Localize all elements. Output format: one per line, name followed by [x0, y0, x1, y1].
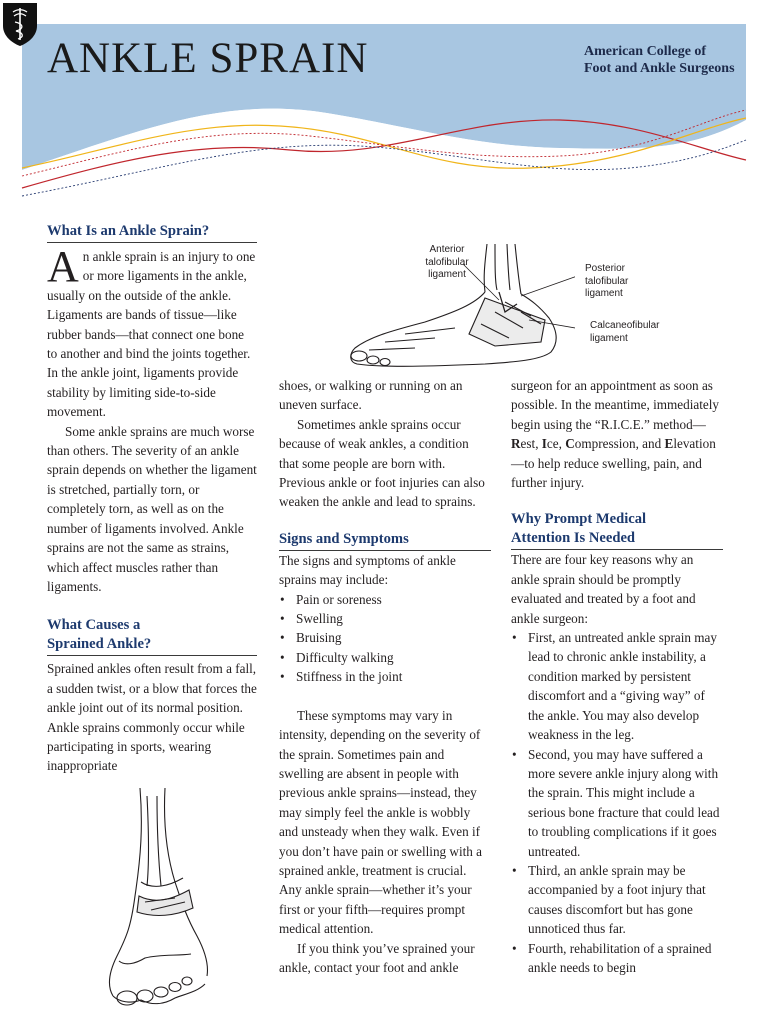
section-heading-prompt-attention: [511, 510, 723, 550]
header-banner: [0, 0, 768, 205]
list-item: • Swelling: [279, 609, 491, 628]
acfas-logo-icon: [0, 0, 40, 48]
label-anterior-line-1: Anterior: [429, 244, 465, 255]
symptoms-list: [279, 590, 491, 687]
reasons-intro: There are four key reasons why an ankle sprain should be promptly evaluated and treated by a foot and ankle surgeon:: [511, 552, 696, 626]
rice-initial-c: C: [565, 436, 575, 452]
list-item: • Fourth, rehabilitation of a sprained ankle needs to begin: [511, 939, 723, 978]
intro-paragraph-text: n ankle sprain is an injury to one or more ligaments in the ankle, usually on the outside of the ankle. Ligaments are bands of tissue—like rubber bands—that connect one bone to another and bind the joints together. In the ankle joint, ligaments provide stability by limiting side-to-side movement.: [47, 249, 256, 420]
rice-text-after: —to help reduce swelling, pain, and further injury.: [511, 455, 702, 491]
weak-ankles-paragraph: Sometimes ankle sprains occur because of weak ankles, a condition that some people are born with. Previous ankle or foot injuries can also weaken the ankle and lead to sprains.: [279, 416, 485, 510]
rice-text-before: surgeon for an appointment as soon as possible. In the meantime, immediately begin using the “R.I.C.E.” method—: [511, 378, 720, 432]
column-2: [279, 376, 491, 977]
label-anterior-line-2: talofibular: [425, 256, 469, 268]
section-heading-what-is: What Is an Ankle Sprain?: [47, 222, 257, 243]
column-1: [47, 222, 257, 776]
label-calcaneo-line-1: Calcaneofibular: [590, 320, 660, 331]
rice-word-elevation: levation: [673, 436, 716, 452]
list-item: • Difficulty walking: [279, 648, 491, 667]
label-calcaneofibular: [590, 320, 680, 345]
list-item: • Third, an ankle sprain may be accompanied by a foot injury that causes discomfort but has gone unnoticed thus far.: [511, 861, 723, 939]
causes-paragraph: Sprained ankles often result from a fall, a sudden twist, or a blow that forces the ankle joint out of its normal position. Ankle sprains commonly occur while participating in sports, wearing inappropriate: [47, 661, 257, 774]
page-title: ANKLE SPRAIN: [47, 35, 369, 82]
rice-paragraph: [511, 376, 723, 492]
rice-initial-e: E: [664, 436, 674, 452]
causes-heading-line-1: What Causes a: [47, 617, 141, 634]
rice-initial-r: R: [511, 436, 521, 452]
label-posterior-line-3: ligament: [585, 288, 623, 299]
organization-name: [584, 43, 754, 77]
label-posterior-line-2: talofibular: [585, 275, 629, 287]
rice-sep: , and: [635, 436, 665, 452]
label-anterior-talofibular: [418, 244, 476, 282]
section-heading-causes: [47, 616, 257, 656]
label-posterior-line-1: Posterior: [585, 263, 626, 274]
contact-surgeon-paragraph: If you think you’ve sprained your ankle, contact your foot and ankle: [279, 940, 475, 975]
list-item: • First, an untreated ankle sprain may lead to chronic ankle instability, a condition marked by persistent discomfort and a “giving way” of the ankle. You may also develop weakness in the leg.: [511, 628, 723, 744]
prompt-heading-line-1: Why Prompt Medical: [511, 511, 647, 528]
lower-leg-illustration: [105, 786, 215, 1011]
list-item: • Pain or soreness: [279, 590, 491, 609]
reasons-list: [511, 628, 723, 977]
label-posterior-talofibular: [585, 263, 655, 301]
rice-sep: ,: [535, 436, 542, 452]
rice-word-compression: ompression: [574, 436, 636, 452]
rice-sep: ,: [558, 436, 566, 452]
severity-paragraph: Some ankle sprains are much worse than others. The severity of an ankle sprain depends on whether the ligament is stretched, partially torn, or completely torn, as well as on the number of ligaments involved. Ankle sprains are not the same as strains, which affect muscles rather than ligaments.: [47, 423, 257, 594]
column-3: [511, 376, 723, 977]
section-heading-symptoms: Signs and Symptoms: [279, 530, 491, 551]
rice-word-ice: ce: [546, 436, 559, 452]
list-item: • Stiffness in the joint: [279, 667, 491, 686]
symptoms-vary-paragraph: These symptoms may vary in intensity, depending on the severity of the sprain. Sometimes pain and swelling are absent in people with previous ankle sprains—instead, they may simply feel the ankle is wobbly and unsteady when they walk. Even if you don’t have pain or swelling with a sprained ankle, treatment is crucial. Any ankle sprain—whether it’s your first or your fifth—requires prompt medical attention.: [279, 707, 483, 937]
rice-word-rest: est: [520, 436, 536, 452]
symptoms-intro: The signs and symptoms of ankle sprains may include:: [279, 552, 456, 588]
header-wave-graphic: [0, 0, 768, 205]
org-name-line-1: American College of: [584, 44, 707, 59]
causes-heading-line-2: Sprained Ankle?: [47, 636, 152, 653]
org-name-line-2: Foot and Ankle Surgeons: [584, 61, 735, 76]
label-calcaneo-line-2: ligament: [590, 332, 628, 344]
list-item: • Bruising: [279, 628, 491, 647]
causes-continued-paragraph: shoes, or walking or running on an uneven surface.: [279, 378, 463, 413]
intro-paragraph: [47, 242, 257, 422]
label-anterior-line-3: ligament: [428, 269, 466, 280]
list-item: • Second, you may have suffered a more severe ankle injury along with the sprain. This might include a serious bone fracture that could lead to troubling complications if it goes untreated.: [511, 745, 723, 861]
rice-initial-i: I: [541, 436, 547, 452]
drop-cap: A: [47, 242, 79, 291]
prompt-heading-line-2: Attention Is Needed: [511, 530, 636, 547]
